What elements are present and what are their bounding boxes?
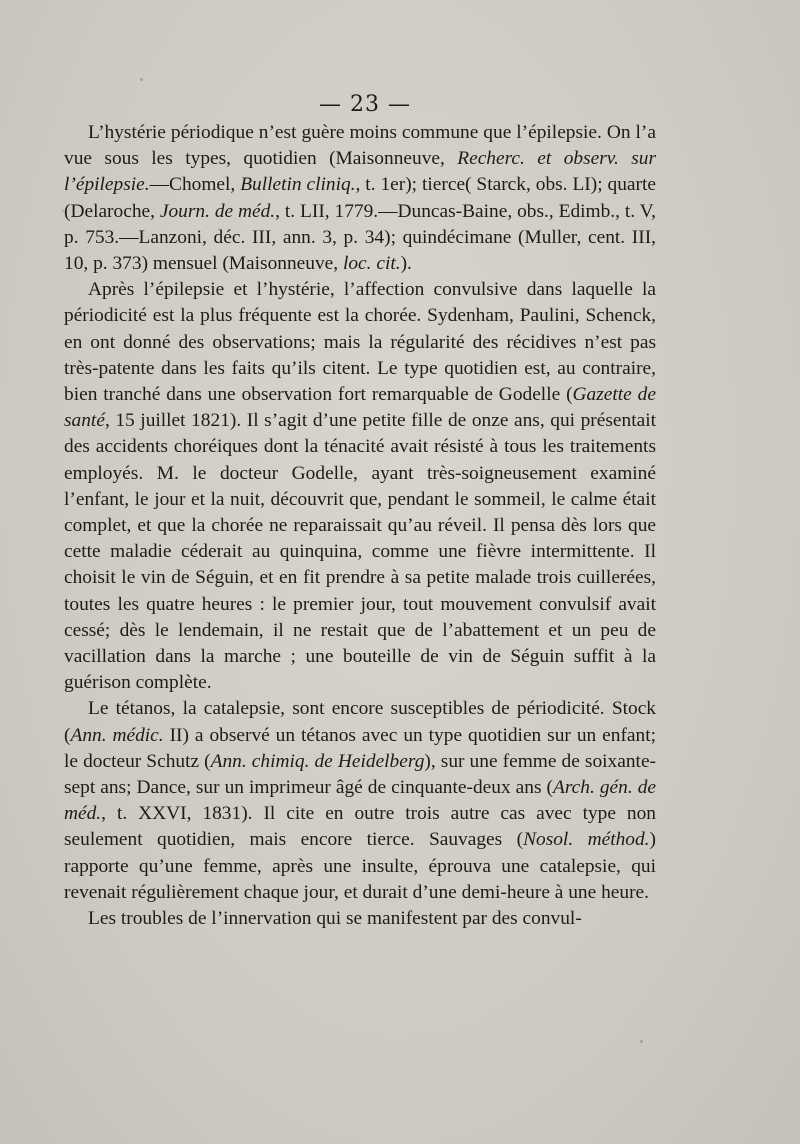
text-run: ), sur une femme de soixante-sept ans; Dance, sur un imprimeur âgé de cinquante-deux ans ( — [64, 750, 657, 799]
text-run: —Chomel, — [149, 174, 241, 196]
citation-italic: Gazette de santé — [64, 384, 656, 432]
text-run: L’hystérie périodique n’est guère moins commune que l’épilepsie. On l’a vue sous les types, quotidien (Maisonneuve, — [64, 122, 656, 170]
citation-italic: loc. cit. — [342, 253, 401, 275]
text-run: Les troubles de l’innervation qui se manifestent par des convul- — [88, 908, 582, 930]
body-text — [64, 120, 656, 932]
text-run: II) a observé un tétanos avec un type quotidien sur un enfant; le docteur Schutz ( — [64, 724, 656, 772]
paragraph — [64, 120, 656, 277]
text-run: , 15 juillet 1821). Il s’agit d’une petite fille de onze ans, qui présentait des accidents choréiques dont la ténacité avait résisté à tous les traitements employés. M. le docteur Godelle, ayant très-soigneusement examiné l’enfant, le jour et la nuit, découvrit que, pendant le sommeil, le calme était complet, et que la chorée ne reparaissait qu’au réveil. Il pensa dès lors que cette maladie céderait au quinquina, comme une fièvre intermittente. Il choisit le vin de Séguin, et en fit prendre à sa petite malade trois cuillerées, toutes les quatre heures : le premier jour, tout mouvement convulsif avait cessé; dès le lendemain, il ne restait que de l’abattement et un peu de vacillation dans la marche ; une bouteille de vin de Séguin suffit à la guérison complète. — [64, 410, 656, 694]
text-run: , t. XXVI, 1831). Il cite en outre trois autre cas avec type non seulement quotidien, mais encore tierce. Sauvages ( — [64, 803, 656, 851]
citation-italic: Nosol. méthod. — [523, 829, 650, 851]
citation-italic: Ann. chimiq. de Heidelberg — [210, 750, 425, 772]
citation-italic: Recherc. et observ. sur l’épilepsie. — [64, 148, 656, 196]
paragraph — [64, 696, 656, 906]
text-run: , t. 1er); tierce( Starck, obs. LI); quarte (Delaroche, — [64, 174, 656, 222]
citation-italic: Bulletin cliniq. — [240, 174, 356, 196]
text-run: Après l’épilepsie et l’hystérie, l’affection convulsive dans laquelle la périodicité est la plus fréquente est la chorée. Sydenham, Paulini, Schenck, en ont donné des observations; mais la régularité des récidives n’est pas très-patente dans les faits qu’ils citent. Le type quotidien est, au contraire, bien tranché dans une observation fort remarquable de Godelle ( — [64, 279, 656, 406]
citation-italic: Ann. médic. — [70, 724, 164, 746]
text-run: , t. LII, 1779.—Duncas-Baine, obs., Edimb., t. V, p. 753.—Lanzoni, déc. III, ann. 3, p. 34); quindécimane (Muller, cent. III, 10, p. 373) mensuel (Maisonneuve, — [64, 200, 656, 275]
citation-italic: Arch. gén. de méd. — [64, 777, 657, 825]
text-run: ) rapporte qu’une femme, après une insulte, éprouva une catalepsie, qui revenait régulièrement chaque jour, et durait d’une demi-heure à une heure. — [64, 829, 656, 903]
text-run: Le tétanos, la catalepsie, sont encore susceptibles de périodicité. Stock ( — [64, 698, 656, 746]
citation-italic: Journ. de méd. — [159, 200, 276, 222]
paragraph — [64, 277, 656, 696]
paragraph — [64, 906, 656, 932]
text-run: ). — [400, 253, 412, 275]
page-number: — 23 — — [319, 92, 411, 117]
paper-speck — [640, 1040, 643, 1043]
paper-speck — [140, 78, 143, 81]
